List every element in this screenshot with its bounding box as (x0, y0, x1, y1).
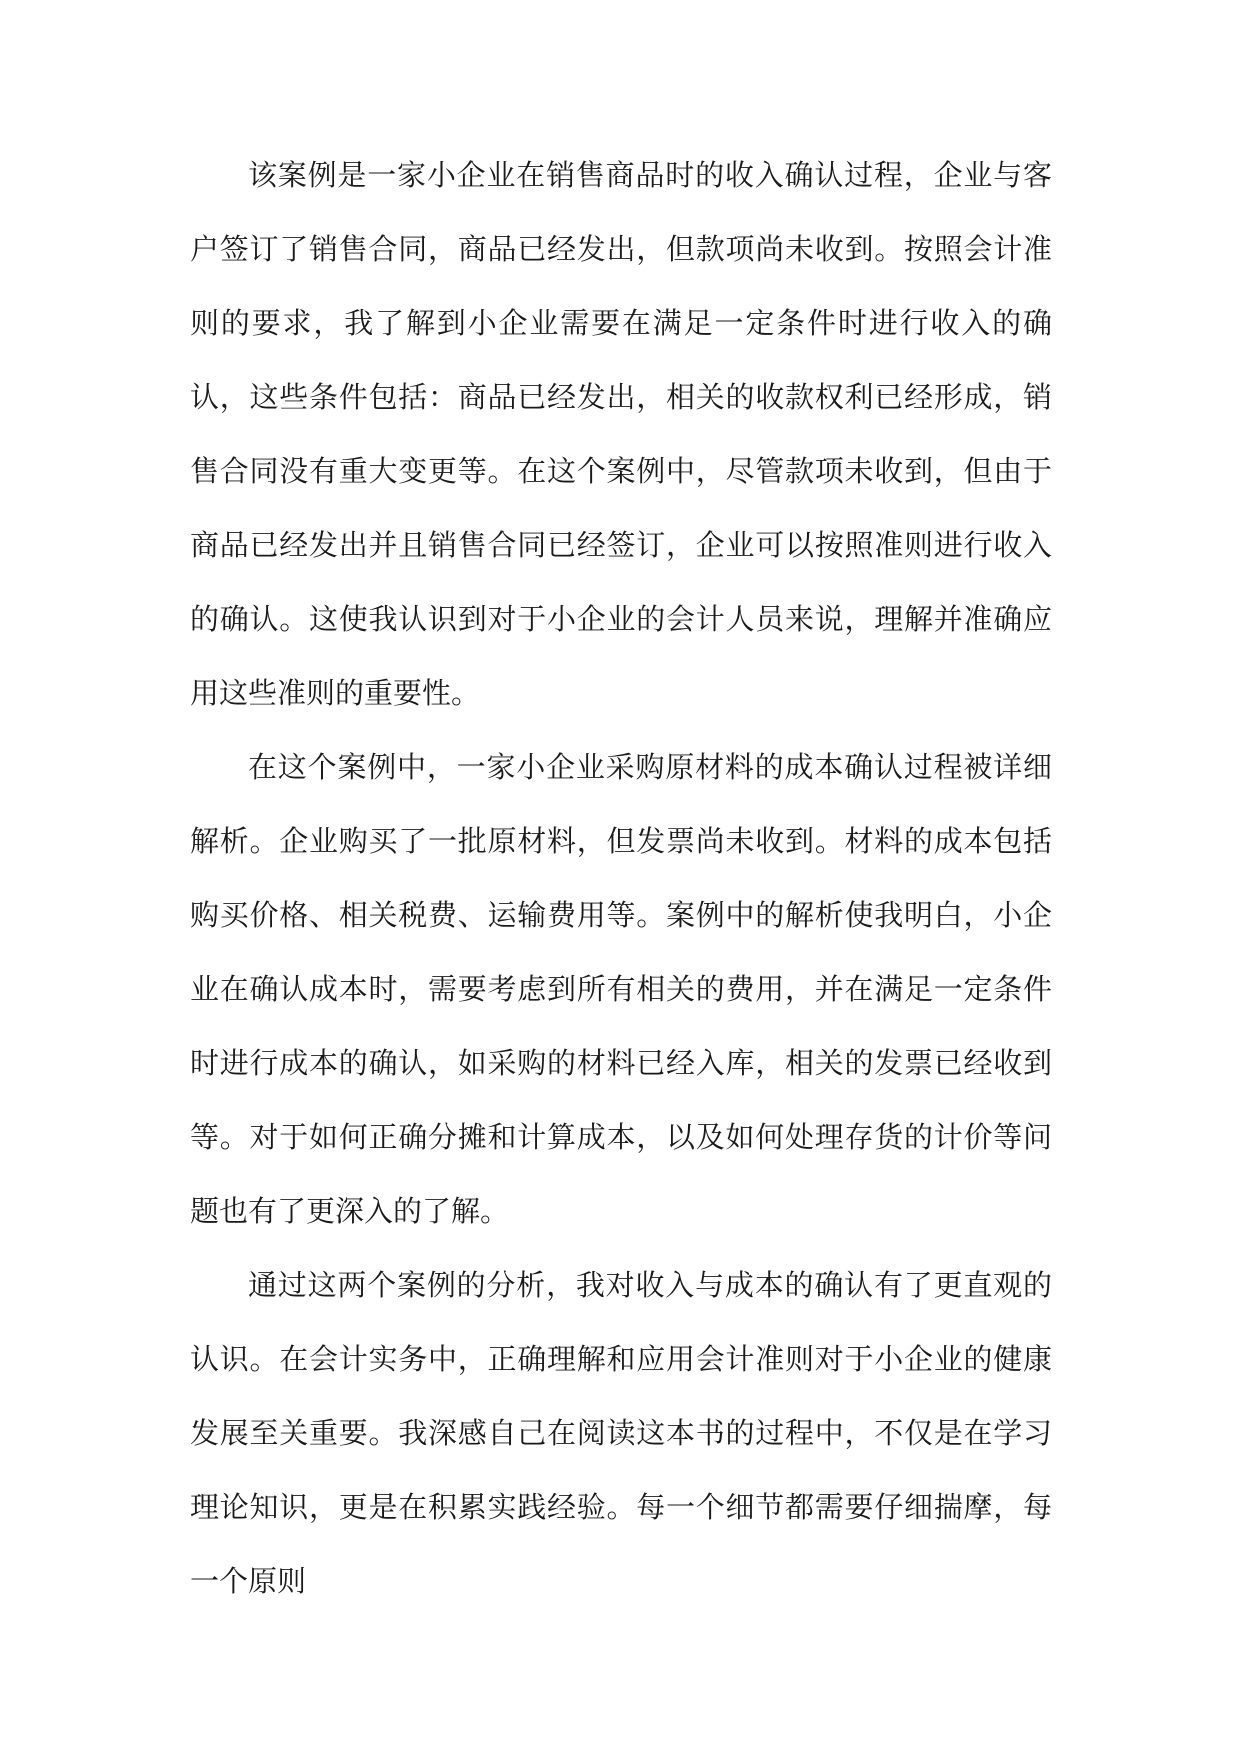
paragraph-revenue-case: 该案例是一家小企业在销售商品时的收入确认过程，企业与客户签订了销售合同，商品已经发出，但款项尚未收到。按照会计准则的要求，我了解到小企业需要在满足一定条件时进行收入的确认，这些条件包括：商品已经发出，相关的收款权利已经形成，销售合同没有重大变更等。在这个案例中，尽管款项未收到，但由于商品已经发出并且销售合同已经签订，企业可以按照准则进行收入的确认。这使我认识到对于小企业的会计人员来说，理解并准确应用这些准则的重要性。 (190, 158, 1052, 710)
document-body (190, 138, 1052, 1618)
paragraph-cost-case: 在这个案例中，一家小企业采购原材料的成本确认过程被详细解析。企业购买了一批原材料，但发票尚未收到。材料的成本包括购买价格、相关税费、运输费用等。案例中的解析使我明白，小企业在确认成本时，需要考虑到所有相关的费用，并在满足一定条件时进行成本的确认，如采购的材料已经入库，相关的发票已经收到等。对于如何正确分摊和计算成本，以及如何处理存货的计价等问题也有了更深入的了解。 (190, 750, 1052, 1228)
paragraph-summary: 通过这两个案例的分析，我对收入与成本的确认有了更直观的认识。在会计实务中，正确理解和应用会计准则对于小企业的健康发展至关重要。我深感自己在阅读这本书的过程中，不仅是在学习理论知识，更是在积累实践经验。每一个细节都需要仔细揣摩，每一个原则 (190, 1268, 1052, 1598)
